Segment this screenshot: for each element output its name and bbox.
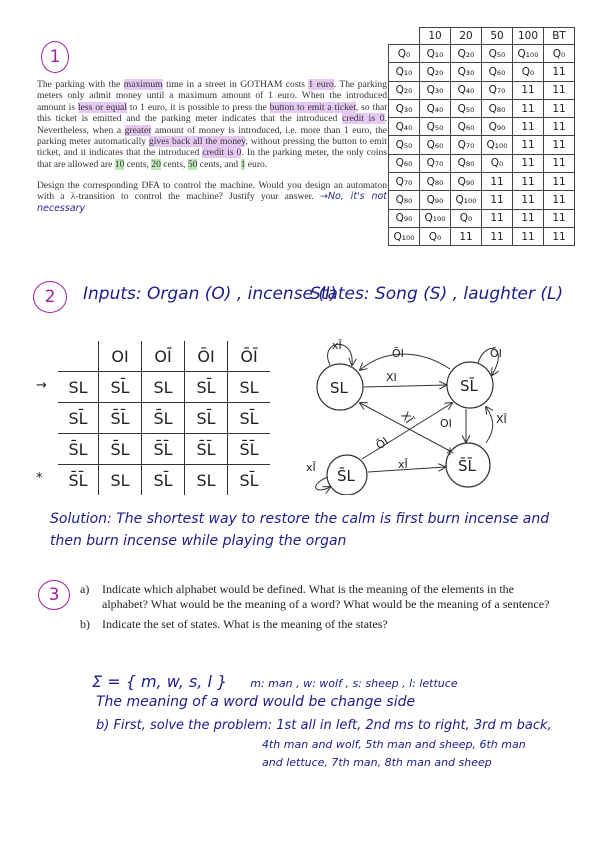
highlighted-phrase: 20 [151,158,161,170]
q-table-row [389,191,575,209]
q-table-cell: Q₇₀ [482,81,513,99]
word-meaning: The meaning of a word would be change side [96,694,416,710]
label-obari-2: ŌI [490,347,502,360]
dfa-table-cell: S̄L̄ [185,434,228,465]
q-table-cell: Q₅₀ [420,118,451,136]
q-table-cell: 11 [513,154,544,172]
state-transition-table [36,341,270,495]
paragraph-segment: The parking with the [37,79,124,90]
label-xibar-3: XĪ [398,409,416,426]
q-table-state: Q₅₀ [389,136,420,154]
q-table-header-cell: 10 [420,28,451,45]
paragraph-segment: . In the parking meter, the only coins that are allowed are [37,147,387,170]
q-table-cell: Q₀ [420,227,451,245]
label-obari-1: ŌI [392,347,404,360]
question-item-label: b) [80,617,90,631]
q-table-state: Q₃₀ [389,99,420,117]
q-table-cell: 11 [544,99,575,117]
question-item [80,617,550,632]
solution-text: The shortest way to restore the calm is first burn incense and then burn incense while playing the organ [50,511,550,549]
q-table-cell: 11 [544,63,575,81]
q-table-cell: Q₁₀₀ [451,191,482,209]
paragraph-segment: amount of money is introduced, i.e. more than 1 euro, the parking meter automatically [37,124,388,148]
q-table-row [389,99,575,117]
q-table-cell: Q₀ [451,209,482,227]
dfa-table-state [36,372,99,403]
dfa-table-header-cell [58,341,99,372]
q-table-cell: 11 [482,191,513,209]
design-question-text: Design the corresponding DFA to control the machine. Would you design an automaton with a λ-transition to control the machine? Justify your answer. [37,180,387,203]
q-table-cell: 11 [482,173,513,191]
q-table-cell: 11 [513,81,544,99]
paragraph-segment: . Nevertheless, when a [37,113,387,136]
paragraph-segment: cents, [160,158,188,170]
dfa-table-cell: SL̄ [185,372,228,403]
highlighted-phrase: maximum [123,79,163,90]
q-table-cell: Q₆₀ [451,118,482,136]
dfa-table-cell: S̄L̄ [228,434,271,465]
dfa-table-cell: S̄L [142,403,185,434]
q-table-cell: 11 [544,209,575,227]
design-answer: →No, it's not necessary [37,191,388,214]
q-table-cell: Q₉₀ [451,173,482,191]
highlighted-phrase: 10 [114,158,125,170]
answer-b-line-1: b) First, solve the problem: 1st all in left, 2nd ms to right, 3rd m back, [96,718,552,733]
q-table-cell: Q₈₀ [420,173,451,191]
q-table-state: Q₀ [389,45,420,63]
sigma-set: Σ = { m, w, s, l } [92,672,228,691]
solution [50,508,550,552]
section-3-number: 3 [38,580,70,610]
highlighted-phrase: less or equal [77,101,127,113]
sigma-definition [92,672,458,691]
highlighted-phrase: 1 [240,158,246,170]
q-table-header-cell: BT [544,28,575,45]
dfa-table-state [58,403,99,434]
edge-sbarlbar-to-sl [360,403,450,451]
answer-b-line-2: 4th man and wolf, 5th man and sheep, 6th man [262,738,526,751]
q-table-cell: 11 [451,227,482,245]
question-item-text: Indicate the set of states. What is the meaning of the states? [102,617,388,631]
q-table-header-cell: 20 [451,28,482,45]
q-table-cell: 11 [544,227,575,245]
state-sbar-l-label: S̄L [337,467,355,485]
highlighted-phrase: credit is 0 [202,147,242,159]
q-table-state: Q₇₀ [389,173,420,191]
dfa-table-row [58,372,270,403]
paragraph-segment: cents, [124,158,152,170]
design-question [37,180,387,214]
start-arrow: → [36,378,47,393]
dfa-state-label: SL̄ [68,408,88,428]
question-item-label: a) [80,582,90,596]
dfa-state-label: SL [68,377,88,397]
q-table-cell: 11 [513,136,544,154]
q-table-cell: 11 [513,209,544,227]
dfa-table-row [58,403,270,434]
q-table-state: Q₆₀ [389,154,420,172]
q-table-header-cell: 50 [482,28,513,45]
q-table-cell: Q₁₀ [420,45,451,63]
q-table-cell: Q₃₀ [451,63,482,81]
q-table-cell: Q₀ [544,45,575,63]
q-table-header [389,28,575,45]
q-table-state: Q₄₀ [389,118,420,136]
label-obari-3: ŌI [373,434,391,453]
section-3-questions [80,582,550,638]
accept-mark: * [36,471,43,486]
dfa-table-cell: SL̄ [142,465,185,496]
question-item-text: Indicate which alphabet would be defined. What is the meaning of the elements in the alphabet? What would be the meaning of a word? What would be the meaning of a sentence? [102,582,550,611]
q-table-state: Q₂₀ [389,81,420,99]
q-table-cell: 11 [513,99,544,117]
dfa-table-header-cell: OI [99,341,142,372]
q-table-cell: 11 [544,81,575,99]
solution-label: Solution: [50,511,112,527]
state-diagram [300,335,560,495]
q-table-header-cell: 100 [513,28,544,45]
q-table-cell: Q₂₀ [420,63,451,81]
sigma-meaning: m: man , w: wolf , s: sheep , l: lettuce [250,677,458,690]
q-transition-table [388,27,575,246]
q-table-state: Q₁₀₀ [389,227,420,245]
state-sl-label: SL [330,379,348,397]
dfa-table-cell: SL̄ [185,403,228,434]
q-table-cell: Q₁₀₀ [513,45,544,63]
q-table-cell: Q₇₀ [451,136,482,154]
q-table-cell: 11 [513,191,544,209]
q-table-cell: 11 [544,154,575,172]
state-sbar-lbar-label: S̄L̄ [458,457,476,475]
q-table-cell: Q₁₀₀ [482,136,513,154]
edge-sbarlbar-to-slbar [486,407,493,443]
q-table-row [389,63,575,81]
q-table-cell: Q₀ [482,154,513,172]
q-table-state: Q₈₀ [389,191,420,209]
section-1-number: 1 [41,41,69,73]
q-table-cell: Q₅₀ [482,45,513,63]
accept-mark: * [446,444,454,463]
q-table-header-cell [389,28,420,45]
q-table-cell: Q₀ [513,63,544,81]
q-table-cell: 11 [482,209,513,227]
highlighted-phrase: gives back all the money [148,136,246,148]
q-table-cell: Q₈₀ [482,99,513,117]
q-table-state: Q₉₀ [389,209,420,227]
q-table-cell: Q₆₀ [482,63,513,81]
q-table-row [389,154,575,172]
dfa-table-cell: SL [99,465,142,496]
paragraph-segment: , so that this ticket is emitted and the parking meter indicates that the introduced [37,101,387,125]
dfa-table-state [36,465,99,496]
dfa-table-header-cell: ŌĪ [228,341,271,372]
problem-statement [37,79,387,170]
q-table-cell: Q₁₀₀ [420,209,451,227]
q-table-cell: Q₉₀ [482,118,513,136]
dfa-table-cell: S̄L [99,434,142,465]
dfa-table-row [58,434,270,465]
q-table-cell: 11 [513,173,544,191]
q-table-cell: 11 [544,191,575,209]
highlighted-phrase: credit is 0 [342,113,385,125]
paragraph-segment: time in a street in GOTHAM costs [162,79,309,90]
paragraph-segment: . The parking meters only admit money until a maximum amount of 1 euro. When the introduced amount is [37,79,387,113]
label-xibar-2: XĪ [496,413,507,426]
dfa-table-row [58,465,270,496]
dfa-table-cell: S̄L̄ [142,434,185,465]
q-table-cell: Q₂₀ [451,45,482,63]
edge-slbar-to-sl [360,354,450,370]
dfa-table-header-cell: OĪ [142,341,185,372]
label-xibar-1: xĪ [332,339,342,352]
label-oi: OI [440,417,452,430]
q-table-row [389,209,575,227]
q-table-cell: 11 [544,118,575,136]
dfa-state-label: S̄L̄ [68,470,88,490]
q-table-cell: 11 [482,227,513,245]
q-table-cell: Q₈₀ [451,154,482,172]
q-table-cell: 11 [513,227,544,245]
label-xibar-5: xĪ [306,461,316,474]
dfa-table-cell: S̄L̄ [99,403,142,434]
q-table-cell: 11 [544,136,575,154]
highlighted-phrase: 50 [187,158,198,170]
q-table-cell: Q₇₀ [420,154,451,172]
dfa-table-cell: SL̄ [228,465,271,496]
highlighted-phrase: button to emit a ticket [269,101,356,113]
q-table-cell: 11 [513,118,544,136]
dfa-table-cell: SL̄ [228,403,271,434]
states-text: States: Song (S) , laughter (L) [310,284,564,304]
dfa-table-cell: SL̄ [99,372,142,403]
dfa-table-cell: SL [185,465,228,496]
dfa-table-cell: SL [228,372,271,403]
dfa-table-header-cell: ŌI [185,341,228,372]
q-table-cell: 11 [544,173,575,191]
paragraph-segment: euro. [245,158,268,170]
label-xibar-4: xĪ [398,458,408,471]
question-item [80,582,550,611]
highlighted-phrase: 1 euro [308,79,334,90]
q-table-row [389,118,575,136]
label-xi: XI [386,371,397,384]
q-table-row [389,81,575,99]
inputs-text: Inputs: Organ (O) , incense (I) [83,284,337,304]
dfa-table-state [58,434,99,465]
highlighted-phrase: greater [124,124,152,136]
paragraph-segment: , without pressing the button to emit ticket, and it indicates that the introduced [37,136,387,159]
answer-b-line-3: and lettuce, 7th man, 8th man and sheep [262,756,492,769]
dfa-table-cell: SL [142,372,185,403]
paragraph-segment: cents, and [197,158,241,170]
section-2-number: 2 [33,281,67,313]
dfa-state-label: S̄L [68,439,88,459]
q-table-cell: Q₅₀ [451,99,482,117]
q-table-cell: Q₄₀ [420,99,451,117]
q-table-row [389,173,575,191]
q-table-row [389,45,575,63]
q-table-state: Q₁₀ [389,63,420,81]
q-table-cell: Q₄₀ [451,81,482,99]
q-table-cell: Q₆₀ [420,136,451,154]
state-sl-bar-label: SL̄ [460,377,478,395]
paragraph-segment: to 1 euro, it is possible to press the [126,101,270,113]
q-table-row [389,227,575,245]
q-table-cell: Q₃₀ [420,81,451,99]
dfa-table-header [58,341,270,372]
q-table-cell: Q₉₀ [420,191,451,209]
edge-sl-to-slbar [364,385,446,387]
q-table-row [389,136,575,154]
